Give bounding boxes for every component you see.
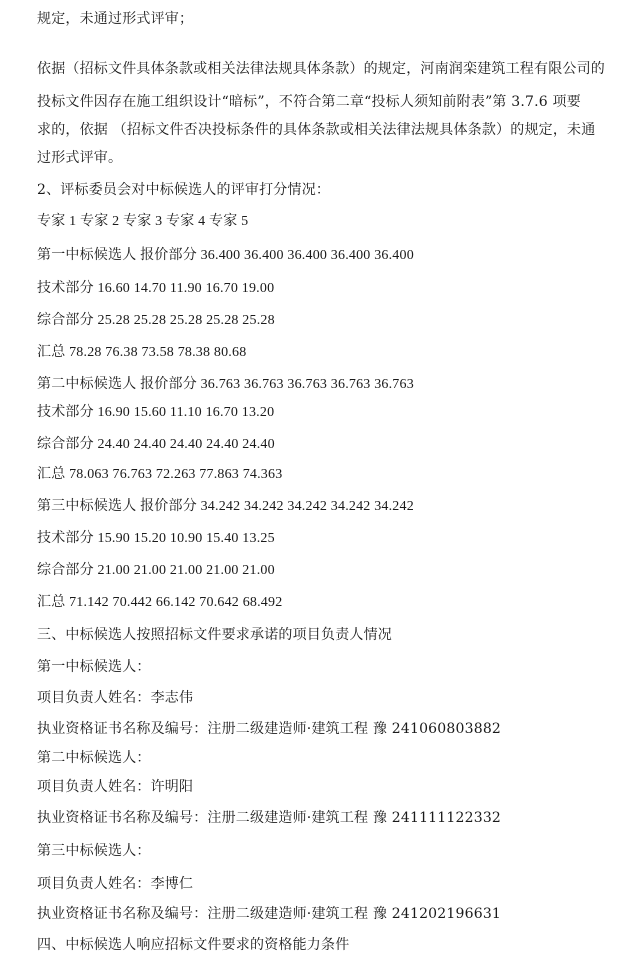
score-row: 第三中标候选人 报价部分 34.242 34.242 34.242 34.242 34.242 [37,499,414,514]
text-line: 依据（招标文件具体条款或相关法律法规具体条款）的规定，河南润栾建筑工程有限公司的 [37,61,605,77]
score-row: 综合部分 24.40 24.40 24.40 24.40 24.40 [37,437,275,452]
text-line: 执业资格证书名称及编号：注册二级建造师·建筑工程 豫 241060803882 [37,721,502,737]
text-line: 求的，依据 （招标文件否决投标条件的具体条款或相关法律法规具体条款）的规定，未通 [37,122,596,138]
text-line: 第一中标候选人： [37,659,151,675]
text-line: 项目负责人姓名：李博仁 [37,876,194,892]
score-row: 第一中标候选人 报价部分 36.400 36.400 36.400 36.400 36.400 [37,248,414,263]
section-heading: 2、评标委员会对中标候选人的评审打分情况： [37,182,331,198]
score-row: 汇总 78.28 76.38 73.58 78.38 80.68 [37,345,247,360]
text-line: 项目负责人姓名：许明阳 [37,779,194,795]
text-line: 投标文件因存在施工组织设计“暗标”，不符合第二章“投标人须知前附表”第 3.7.6 项要 [37,94,581,110]
text-line: 执业资格证书名称及编号：注册二级建造师·建筑工程 豫 241202196631 [37,906,502,922]
score-row: 综合部分 25.28 25.28 25.28 25.28 25.28 [37,313,275,328]
text-line: 第三中标候选人： [37,843,151,859]
score-row: 汇总 71.142 70.442 66.142 70.642 68.492 [37,595,283,610]
text-line: 规定，未通过形式评审； [37,11,194,27]
text-line: 过形式评审。 [37,150,123,166]
score-row: 汇总 78.063 76.763 72.263 77.863 74.363 [37,467,283,482]
score-row: 第二中标候选人 报价部分 36.763 36.763 36.763 36.763 36.763 [37,377,414,392]
score-header-row: 专家 1 专家 2 专家 3 专家 4 专家 5 [37,214,249,229]
text-line: 项目负责人姓名：李志伟 [37,690,194,706]
text-line: 第二中标候选人： [37,750,151,766]
score-row: 技术部分 16.90 15.60 11.10 16.70 13.20 [37,405,275,420]
section-heading: 四、中标候选人响应招标文件要求的资格能力条件 [37,937,350,953]
section-heading: 三、中标候选人按照招标文件要求承诺的项目负责人情况 [37,627,392,643]
text-line: 执业资格证书名称及编号：注册二级建造师·建筑工程 豫 241111122332 [37,810,502,826]
score-row: 综合部分 21.00 21.00 21.00 21.00 21.00 [37,563,275,578]
score-row: 技术部分 16.60 14.70 11.90 16.70 19.00 [37,281,275,296]
score-row: 技术部分 15.90 15.20 10.90 15.40 13.25 [37,531,275,546]
